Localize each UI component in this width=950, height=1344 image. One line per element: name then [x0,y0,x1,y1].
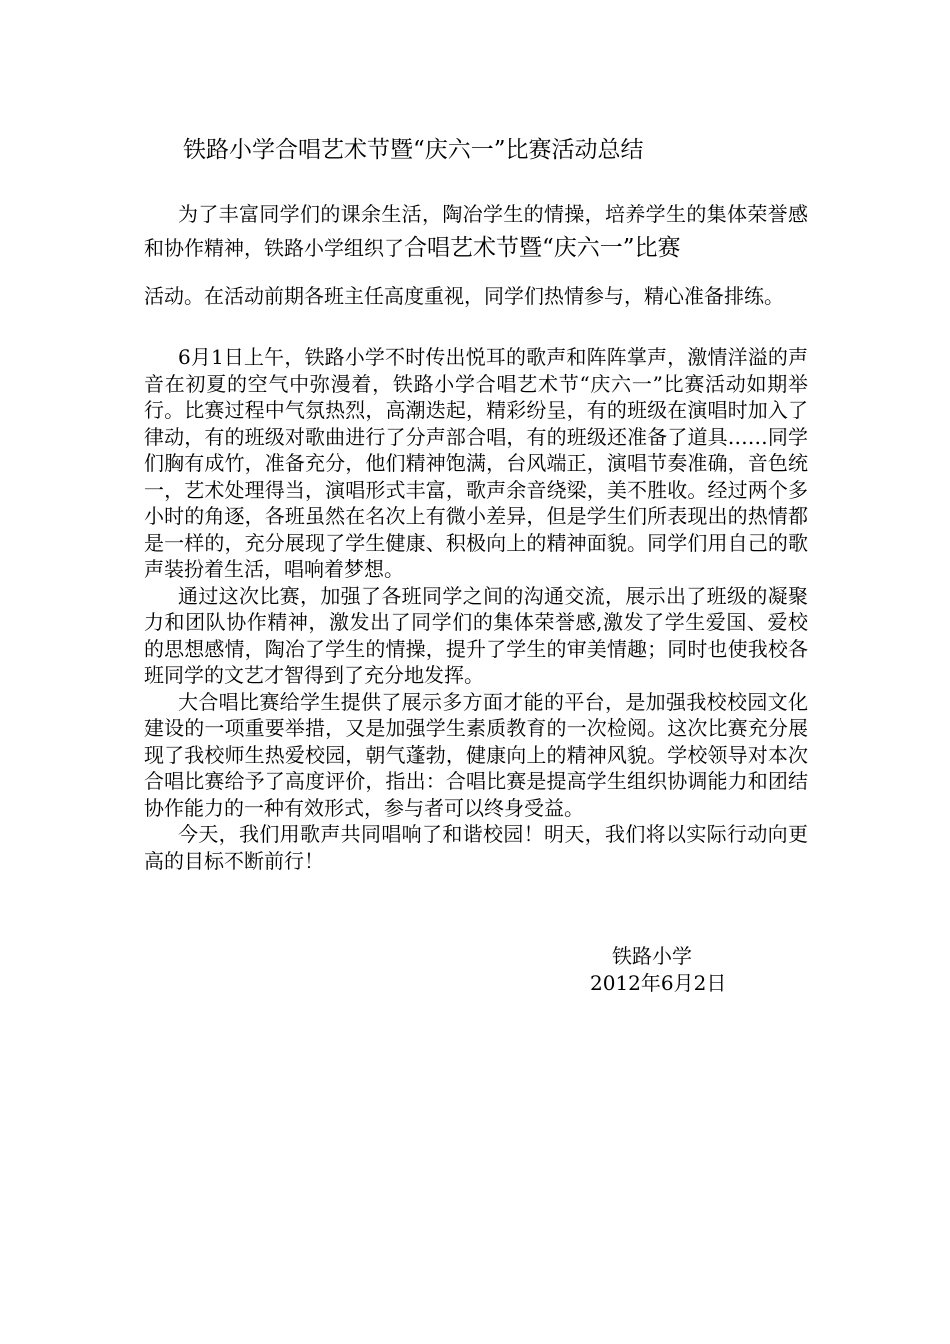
paragraph-significance: 大合唱比赛给学生提供了展示多方面才能的平台，是加强我校校园文化建设的一项重要举措，又是加强学生素质教育的一次检阅。这次比赛充分展现了我校师生热爱校园，朝气蓬勃，健康向上的精神风貌。学校领导对本次合唱比赛给予了高度评价，指出：合唱比赛是提高学生组织协调能力和团结协作能力的一种有效形式，参与者可以终身受益。 [144,689,808,820]
intro-paragraph-tail [144,279,808,313]
event-name-text: 合唱艺术节暨“庆六一”比赛 [404,235,681,261]
signature-organization: 铁路小学 [612,944,692,968]
signature-date: 2012年6月2日 [590,971,727,995]
intro-text-continued: 活动。在活动前期各班主任高度重视，同学们热情参与，精心准备排练。 [144,284,784,308]
intro-text: 为了丰富同学们的课余生活，陶冶学生的情操，培养学生的集体荣誉感和协作精神，铁路小学组织了 [144,202,808,260]
paragraph-event-description: 6月1日上午，铁路小学不时传出悦耳的歌声和阵阵掌声，激情洋溢的声音在初夏的空气中弥漫着，铁路小学合唱艺术节“庆六一”比赛活动如期举行。比赛过程中气氛热烈，高潮迭起，精彩纷呈，有的班级在演唱时加入了律动，有的班级对歌曲进行了分声部合唱，有的班级还准备了道具……同学们胸有成竹，准备充分，他们精神饱满，台风端正，演唱节奏准确，音色统一，艺术处理得当，演唱形式丰富，歌声余音绕梁，美不胜收。经过两个多小时的角逐，各班虽然在名次上有微小差异，但是学生们所表现出的热情都是一样的，充分展现了学生健康、积极向上的精神面貌。同学们用自己的歌声装扮着生活，唱响着梦想。 [144,345,808,581]
body-paragraphs [144,344,808,874]
signature-block [590,943,790,997]
document-title: 铁路小学合唱艺术节暨“庆六一”比赛活动总结 [183,137,644,163]
intro-paragraph-lead [144,197,808,265]
paragraph-closing: 今天，我们用歌声共同唱响了和谐校园！明天，我们将以实际行动向更高的目标不断前行！ [144,822,808,873]
paragraph-outcomes: 通过这次比赛，加强了各班同学之间的沟通交流，展示出了班级的凝聚力和团队协作精神，激发出了同学们的集体荣誉感,激发了学生爱国、爱校的思想感情，陶冶了学生的情操，提升了学生的审美情趣；同时也使我校各班同学的文艺才智得到了充分地发挥。 [144,583,808,687]
